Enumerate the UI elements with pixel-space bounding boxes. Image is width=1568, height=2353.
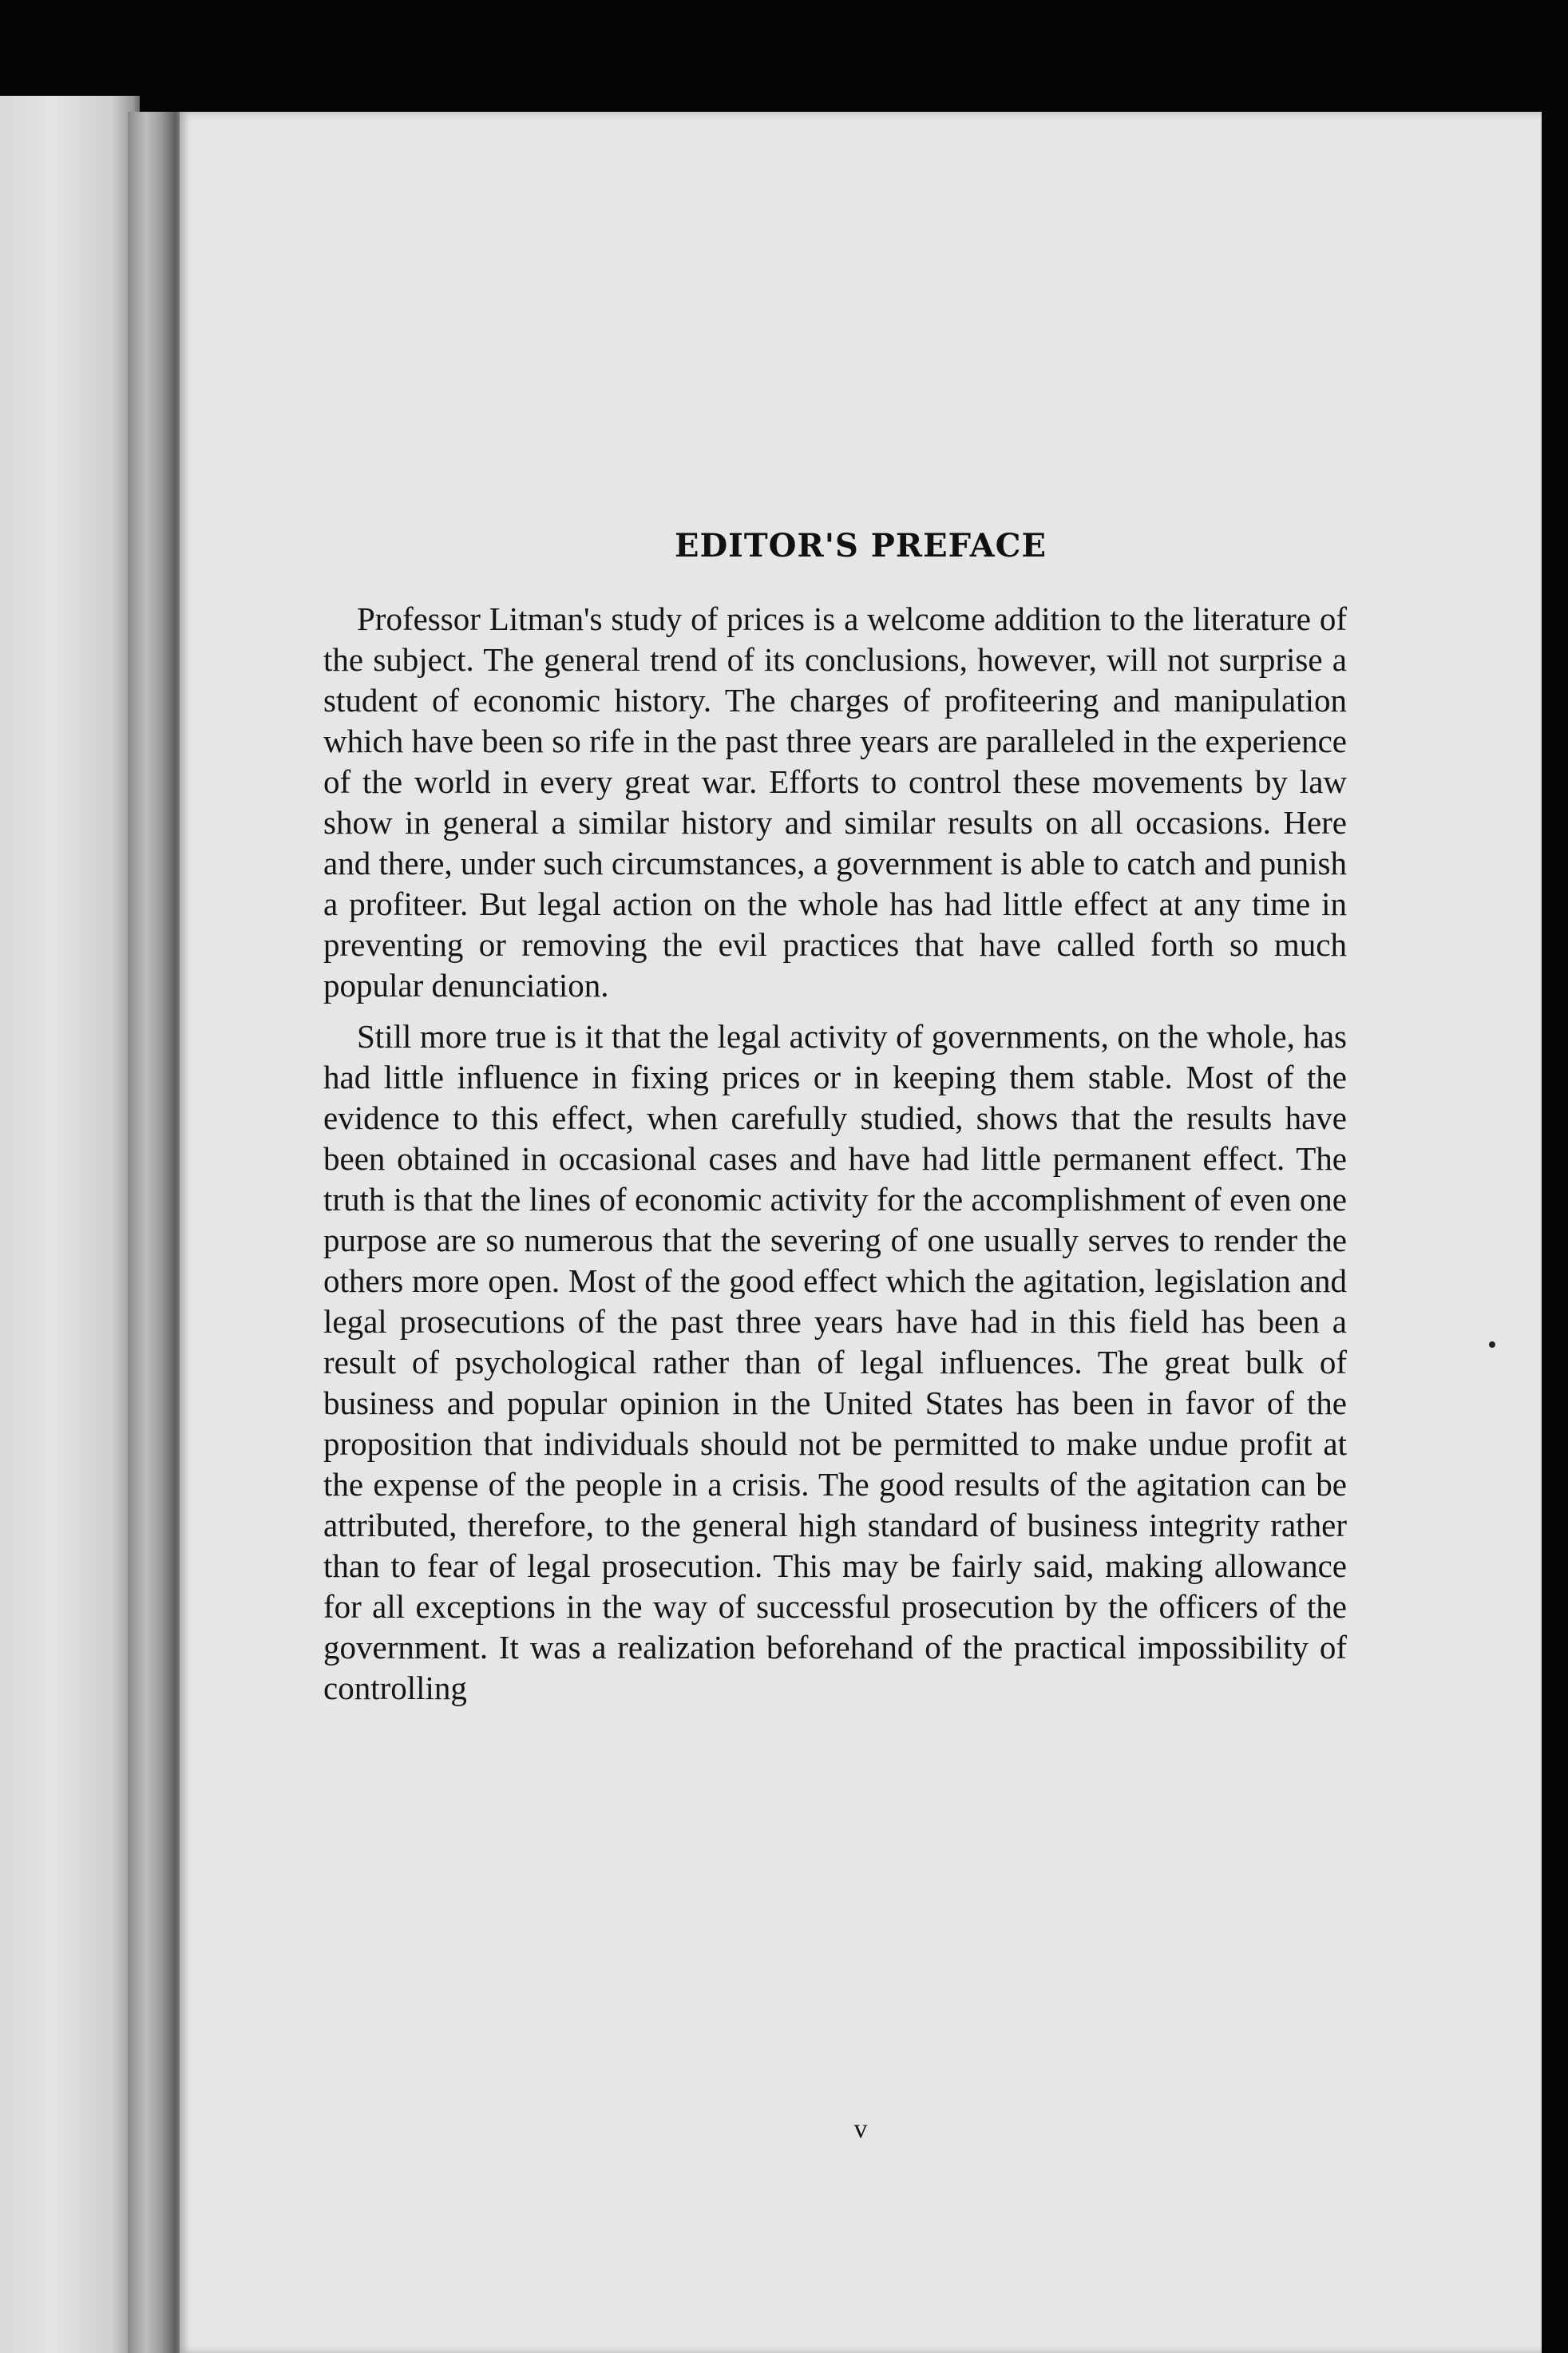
body-text	[323, 599, 1347, 1719]
paragraph-2: Still more true is it that the legal activity of governments, on the whole, has had little influence in fixing prices or in keeping them stable. Most of the evidence to this effect, when carefully studied, shows that the results have been obtained in occasional cases and have had little permanent effect. The truth is that the lines of economic activity for the accomplishment of even one purpose are so numerous that the severing of one usually serves to render the others more open. Most of the good effect which the agitation, legislation and legal prosecutions of the past three years have had in this field has been a result of psychological rather than of legal influences. The great bulk of business and popular opinion in the United States has been in favor of the proposition that individuals should not be permitted to make undue profit at the expense of the people in a crisis. The good results of the agitation can be attributed, therefore, to the general high standard of business integrity rather than to fear of legal prosecution. This may be fairly said, making allowance for all exceptions in the way of successful prosecution by the officers of the government. It was a realization beforehand of the practical impossibility of controlling	[323, 1018, 1347, 1706]
book-page	[180, 112, 1542, 2353]
page-number: v	[853, 2114, 868, 2144]
facing-page-edge	[0, 96, 140, 2353]
book-gutter	[128, 112, 188, 2353]
page-title: EDITOR'S PREFACE	[674, 527, 1047, 564]
paragraph-1: Professor Litman's study of prices is a welcome addition to the literature of the subject. The general trend of its conclusions, however, will not surprise a student of economic history. The charges of profiteering and manipulation which have been so rife in the past three years are paralleled in the experience of the world in every great war. Efforts to control these movements by law show in general a similar history and similar results on all occasions. Here and there, under such circumstances, a government is able to catch and punish a profiteer. But legal action on the whole has had little effect at any time in preventing or removing the evil practices that have called forth so much popular denunciation.	[323, 600, 1347, 1004]
ink-speck	[1489, 1341, 1495, 1348]
